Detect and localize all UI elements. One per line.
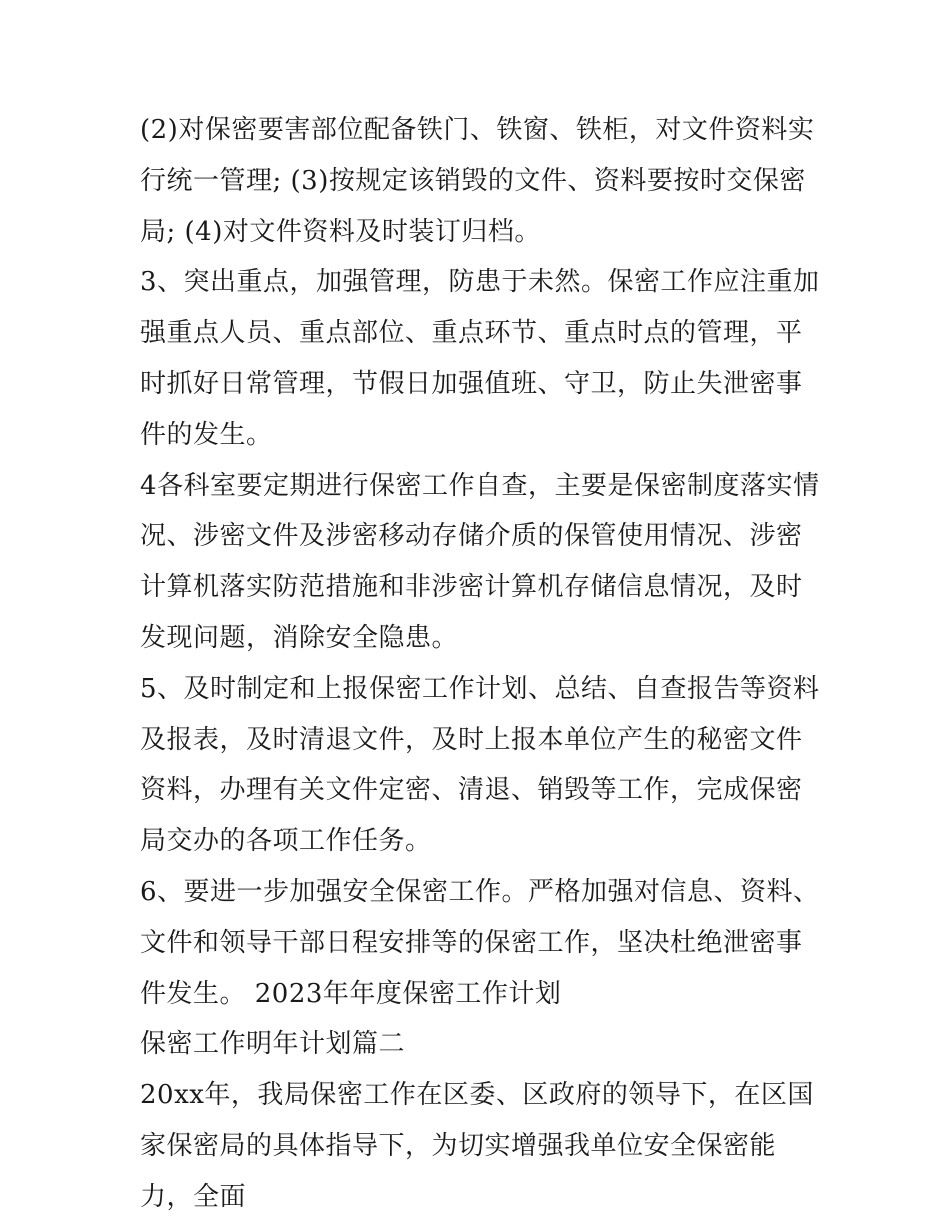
paragraph-intro: 20xx年，我局保密工作在区委、区政府的领导下，在区国家保密局的具体指导下，为切实增强我单位安全保密能力，全面	[140, 1080, 814, 1212]
paragraph-security-facilities: (2)对保密要害部位配备铁门、铁窗、铁柜，对文件资料实行统一管理; (3)按规定该销毁的文件、资料要按时交保密局; (4)对文件资料及时装订归档。	[140, 115, 815, 247]
document-body	[140, 105, 820, 1223]
paragraph-self-inspection: 4各科室要定期进行保密工作自查，主要是保密制度落实情况、涉密文件及涉密移动存储介质的保管使用情况、涉密计算机落实防范措施和非涉密计算机存储信息情况，及时发现问题，消除安全隐患。	[140, 470, 820, 653]
paragraph-key-management: 3、突出重点，加强管理，防患于未然。保密工作应注重加强重点人员、重点部位、重点环节、重点时点的管理，平时抓好日常管理，节假日加强值班、守卫，防止失泄密事件的发生。	[140, 267, 820, 450]
paragraph-reporting: 5、及时制定和上报保密工作计划、总结、自查报告等资料及报表，及时清退文件，及时上报本单位产生的秘密文件资料，办理有关文件定密、清退、销毁等工作，完成保密局交办的各项工作任务。	[140, 673, 820, 857]
section-heading: 保密工作明年计划篇二	[140, 1029, 406, 1060]
paragraph-strengthen-security: 6、要进一步加强安全保密工作。严格加强对信息、资料、文件和领导干部日程安排等的保密工作，坚决杜绝泄密事件发生。 2023年年度保密工作计划	[140, 876, 820, 1009]
